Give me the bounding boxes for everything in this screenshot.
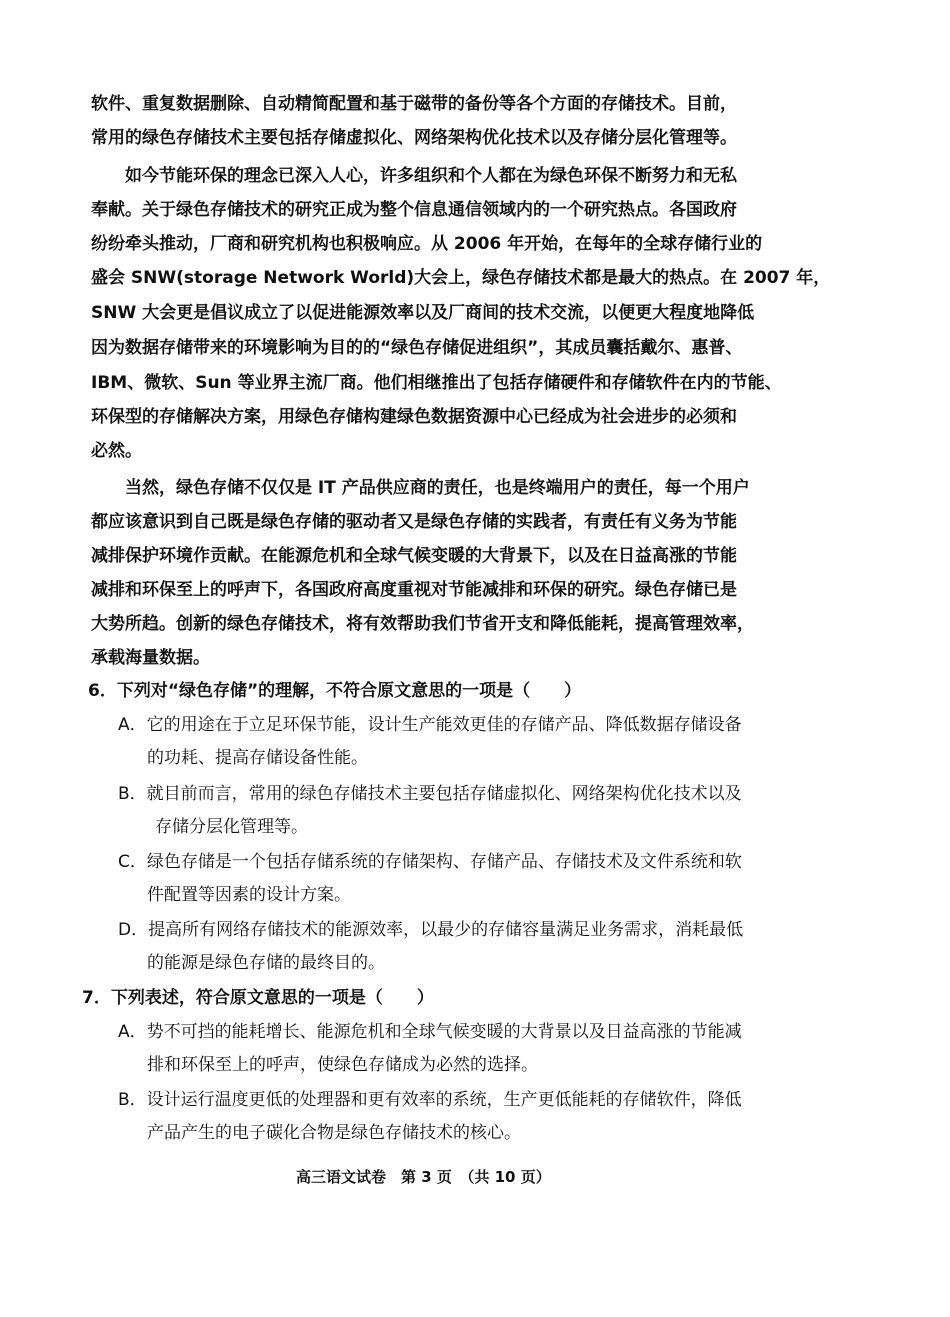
passage-line: 大势所趋。创新的绿色存储技术，将有效帮助我们节省开支和降低能耗，提高管理效率， (91, 614, 754, 634)
page-footer: 高三语文试卷 第 3 页 （共 10 页） (296, 1168, 551, 1186)
question-6-option-a-cont: 的功耗、提高存储设备性能。 (147, 748, 368, 768)
question-7-option-a: A．势不可挡的能耗增长、能源危机和全球气候变暖的大背景以及日益高涨的节能减 (118, 1022, 742, 1042)
question-6-stem: 6．下列对“绿色存储”的理解，不符合原文意思的一项是（ ） (88, 681, 582, 701)
passage-line: 承载海量数据。 (91, 648, 210, 668)
passage-line: 常用的绿色存储技术主要包括存储虚拟化、网络架构优化技术以及存储分层化管理等。 (91, 128, 737, 148)
passage-line: 奉献。关于绿色存储技术的研究正成为整个信息通信领域内的一个研究热点。各国政府 (91, 200, 737, 220)
passage-line: 因为数据存储带来的环境影响为目的的“绿色存储促进组织”，其成员囊括戴尔、惠普、 (91, 338, 743, 358)
passage-line: 纷纷牵头推动，厂商和研究机构也积极响应。从 2006 年开始，在每年的全球存储行业的 (91, 234, 763, 254)
passage-line: IBM、微软、Sun 等业界主流厂商。他们相继推出了包括存储硬件和存储软件在内的节能、 (91, 373, 782, 393)
passage-line: 软件、重复数据删除、自动精简配置和基于磁带的备份等各个方面的存储技术。目前， (91, 94, 737, 114)
question-6-option-a: A．它的用途在于立足环保节能，设计生产能效更佳的存储产品、降低数据存储设备 (118, 715, 742, 735)
passage-line: 盛会 SNW(storage Network World)大会上，绿色存储技术都是最大的热点。在 2007 年， (91, 268, 831, 288)
passage-line: 减排保护环境作贡献。在能源危机和全球气候变暖的大背景下，以及在日益高涨的节能 (91, 546, 737, 566)
passage-line: 环保型的存储解决方案，用绿色存储构建绿色数据资源中心已经成为社会进步的必须和 (91, 407, 737, 427)
passage-line: 当然，绿色存储不仅仅是 IT 产品供应商的责任，也是终端用户的责任，每一个用户 (125, 478, 750, 498)
question-6-option-d: D．提高所有网络存储技术的能源效率，以最少的存储容量满足业务需求，消耗最低 (118, 920, 744, 940)
question-7-option-b-cont: 产品产生的电子碳化合物是绿色存储技术的核心。 (147, 1123, 521, 1143)
question-6-option-b-cont: 存储分层化管理等。 (155, 817, 308, 837)
question-7-stem: 7．下列表述，符合原文意思的一项是（ ） (82, 988, 434, 1008)
question-6-option-c: C．绿色存储是一个包括存储系统的存储架构、存储产品、存储技术及文件系统和软 (118, 852, 742, 872)
passage-line: 如今节能环保的理念已深入人心，许多组织和个人都在为绿色环保不断努力和无私 (125, 166, 737, 186)
question-7-option-a-cont: 排和环保至上的呼声，使绿色存储成为必然的选择。 (147, 1055, 538, 1075)
passage-line: 减排和环保至上的呼声下，各国政府高度重视对节能减排和环保的研究。绿色存储已是 (91, 580, 737, 600)
question-6-option-d-cont: 的能源是绿色存储的最终目的。 (147, 953, 385, 973)
question-6-option-b: B．就目前而言，常用的绿色存储技术主要包括存储虚拟化、网络架构优化技术以及 (118, 784, 742, 804)
question-7-option-b: B．设计运行温度更低的处理器和更有效率的系统，生产更低能耗的存储软件，降低 (118, 1090, 742, 1110)
passage-line: 都应该意识到自己既是绿色存储的驱动者又是绿色存储的实践者，有责任有义务为节能 (91, 512, 737, 532)
passage-line: SNW 大会更是倡议成立了以促进能源效率以及厂商间的技术交流，以便更大程度地降低 (91, 303, 755, 323)
passage-line: 必然。 (91, 441, 142, 461)
question-6-option-c-cont: 件配置等因素的设计方案。 (147, 885, 351, 905)
